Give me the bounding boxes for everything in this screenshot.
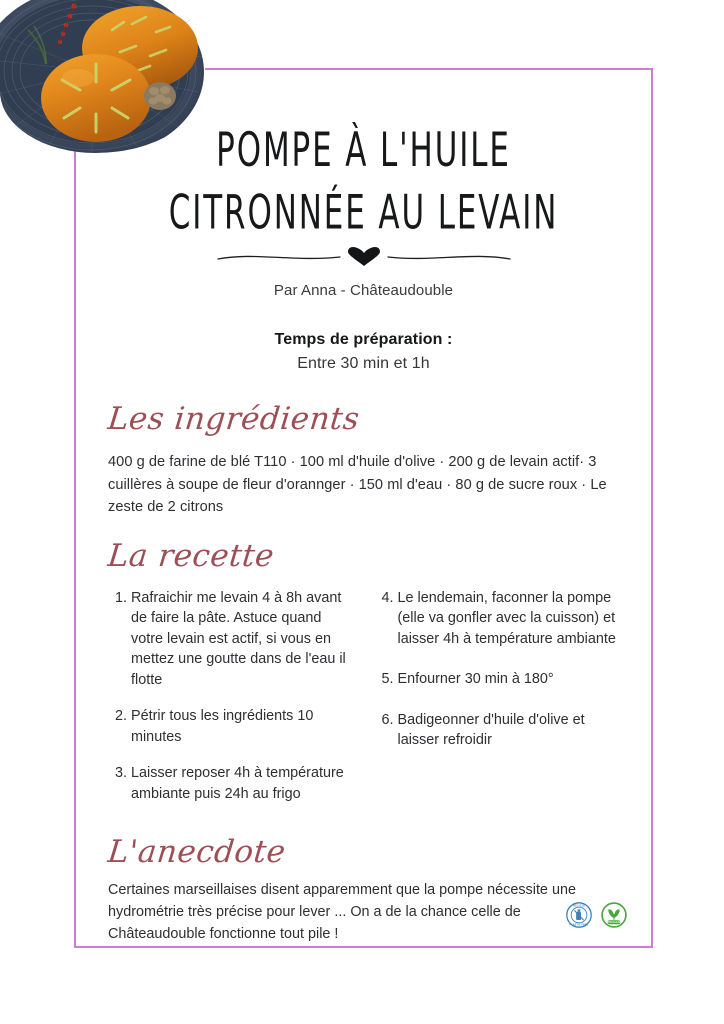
anecdote-text: Certaines marseillaises disent apparemment que la pompe nécessite une hydrométrie très précise pour lever ... On a de la chance celle de Châteaudouble fonctionne tout pile ! bbox=[108, 881, 576, 942]
svg-text:PLASTIC FREE: PLASTIC FREE bbox=[569, 923, 589, 927]
recipe-step bbox=[375, 710, 620, 751]
recipe-heading: La recette bbox=[106, 537, 276, 574]
recycle-bottle-seal-glyph bbox=[566, 902, 592, 928]
prep-time-block bbox=[108, 331, 619, 373]
anecdote-heading: L'anecdote bbox=[106, 833, 288, 870]
recipe-card bbox=[74, 68, 653, 948]
recipe-steps-left-column bbox=[108, 588, 353, 820]
prep-time-label: Temps de préparation : bbox=[274, 331, 453, 349]
svg-text:VEGAN: VEGAN bbox=[607, 920, 621, 925]
recycle-bottle-seal-icon bbox=[566, 902, 592, 928]
step-text: Rafraichir me levain 4 à 8h avant de faire la pâte. Astuce quand votre levain est actif, si vous en mettez une goutte dans de l'eau il flotte bbox=[131, 589, 346, 688]
step-text: Laisser reposer 4h à température ambiante puis 24h au frigo bbox=[131, 765, 344, 802]
heart-divider bbox=[214, 246, 514, 268]
step-number: 1. bbox=[114, 589, 127, 606]
recipe-step bbox=[108, 763, 353, 804]
step-number: 4. bbox=[381, 589, 394, 606]
step-number: 2. bbox=[114, 708, 127, 725]
recipe-step bbox=[108, 706, 353, 747]
ingredients-section bbox=[108, 401, 619, 518]
recipe-steps-right-column bbox=[375, 588, 620, 771]
step-number: 5. bbox=[381, 671, 394, 688]
heart-icon bbox=[214, 246, 514, 268]
step-text: Le lendemain, faconner la pompe (elle va gonfler avec la cuisson) et laisser 4h à température ambiante bbox=[397, 589, 616, 647]
step-number: 6. bbox=[381, 711, 394, 728]
recipe-photo-illustration bbox=[0, 0, 205, 153]
step-text: Badigeonner d'huile d'olive et laisser refroidir bbox=[397, 711, 585, 749]
step-number: 3. bbox=[114, 765, 127, 782]
page-title bbox=[144, 120, 583, 246]
step-text: Enfourner 30 min à 180° bbox=[397, 671, 554, 688]
recipe-section bbox=[108, 538, 619, 820]
prep-time-value: Entre 30 min et 1h bbox=[297, 355, 430, 373]
ingredients-text: 400 g de farine de blé T110 · 100 ml d'huile d'olive · 200 g de levain actif· 3 cuillères à soupe de fleur d'orannger · 150 ml d'eau · 80 g de sucre roux · Le zeste de 2 citrons bbox=[108, 454, 607, 515]
svg-text:RECYCLE: RECYCLE bbox=[572, 904, 586, 908]
vegan-seal-icon bbox=[601, 902, 627, 928]
certification-badges bbox=[566, 902, 627, 928]
title-line-1: POMPE À L'HUILE bbox=[216, 123, 511, 178]
recipe-step bbox=[375, 588, 620, 649]
recipe-step bbox=[108, 588, 353, 690]
recipe-step bbox=[375, 669, 620, 689]
recipe-photo bbox=[0, 0, 205, 153]
title-line-2: CITRONNÉE AU LEVAIN bbox=[168, 186, 559, 241]
vegan-seal-glyph bbox=[601, 902, 627, 928]
ingredients-heading: Les ingrédients bbox=[106, 401, 362, 438]
byline: Par Anna - Châteaudouble bbox=[273, 282, 454, 300]
title-block bbox=[108, 120, 619, 299]
step-text: Pétrir tous les ingrédients 10 minutes bbox=[131, 708, 314, 745]
recipe-steps bbox=[108, 588, 619, 820]
anecdote-section bbox=[108, 834, 619, 946]
